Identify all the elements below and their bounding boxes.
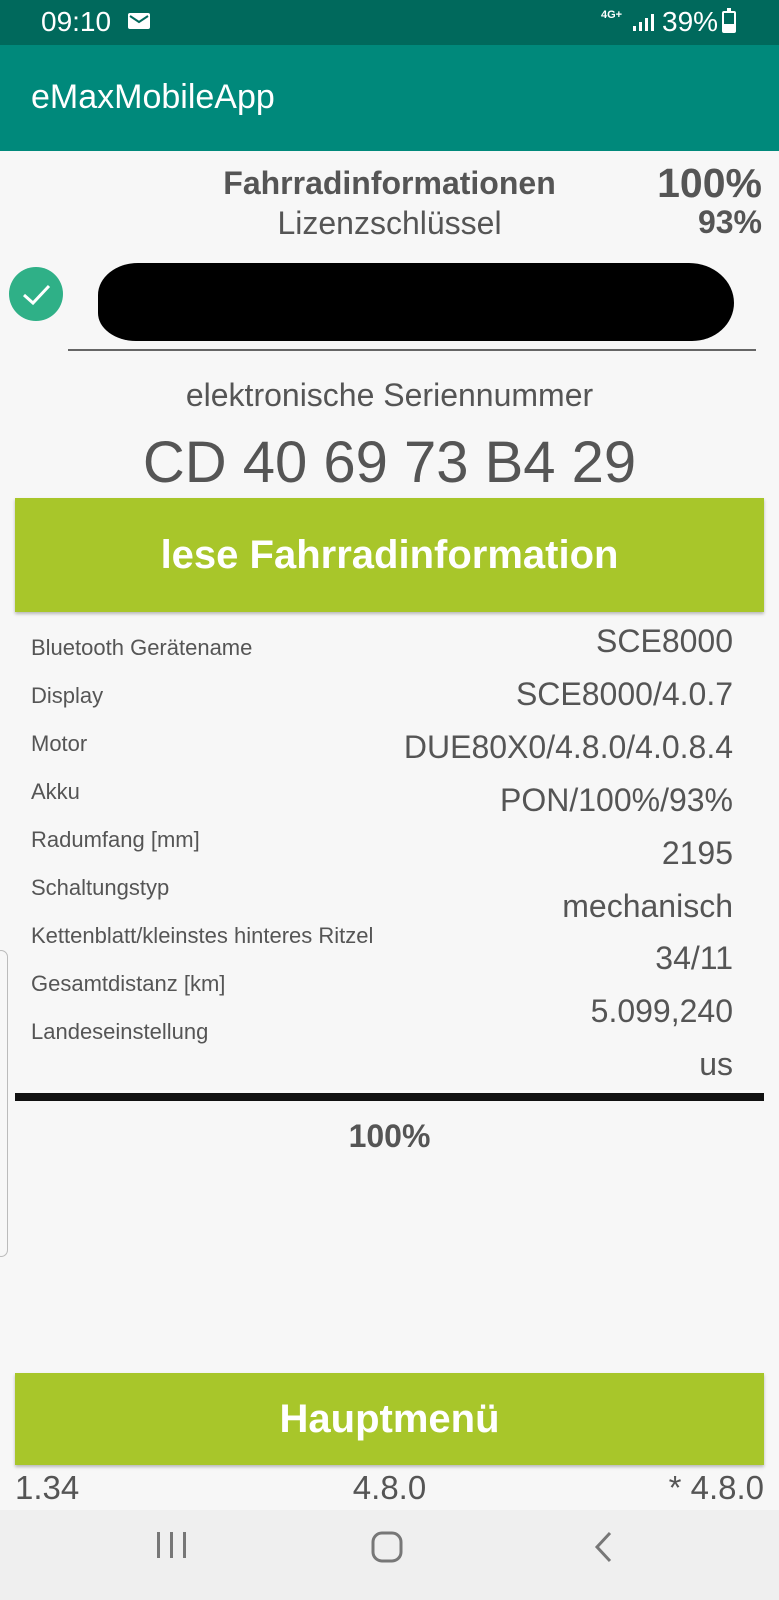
info-value-shift-type: mechanisch: [562, 888, 733, 924]
network-type: 4G+: [601, 9, 623, 21]
info-label-display: Display: [31, 683, 104, 708]
info-value-country: us: [699, 1046, 733, 1082]
info-value-wheel-size: 2195: [661, 835, 733, 871]
version-left: 1.34: [15, 1469, 80, 1506]
info-label-chainring: Kettenblatt/kleinstes hinteres Ritzel: [31, 923, 374, 948]
main-menu-button[interactable]: Hauptmenü: [15, 1373, 764, 1465]
info-value-bluetooth: SCE8000: [596, 623, 733, 659]
info-value-chainring: 34/11: [655, 940, 733, 976]
edge-panel-handle[interactable]: [0, 950, 8, 1257]
status-time: 09:10: [41, 6, 112, 37]
license-key-underline: [68, 349, 756, 351]
info-label-total-distance: Gesamtdistanz [km]: [31, 971, 226, 996]
read-bike-info-button[interactable]: lese Fahrradinformation: [15, 498, 764, 612]
info-label-bluetooth: Bluetooth Gerätename: [31, 635, 253, 660]
info-label-country: Landeseinstellung: [31, 1019, 209, 1044]
info-label-motor: Motor: [31, 731, 88, 756]
info-value-akku: PON/100%/93%: [499, 782, 733, 818]
version-middle: 4.8.0: [352, 1469, 427, 1506]
info-label-wheel-size: Radumfang [mm]: [31, 827, 200, 852]
info-value-display: SCE8000/4.0.7: [515, 676, 733, 712]
home-icon[interactable]: [370, 1530, 404, 1569]
info-label-shift-type: Schaltungstyp: [31, 875, 170, 900]
signal-icon: [632, 12, 656, 37]
status-bar: [0, 0, 779, 45]
recent-apps-icon[interactable]: [155, 1530, 189, 1565]
serial-value: CD 40 69 73 B4 29: [142, 430, 637, 495]
serial-label: elektronische Seriennummer: [185, 377, 594, 413]
app-bar: [0, 45, 779, 151]
app-title: eMaxMobileApp: [31, 78, 275, 116]
info-label-akku: Akku: [31, 779, 80, 804]
battery-icon: [722, 11, 736, 33]
section-subtitle: Lizenzschlüssel: [277, 205, 502, 241]
license-key-redacted: [98, 263, 734, 341]
percent-primary: 100%: [657, 160, 762, 206]
percent-secondary: 93%: [697, 204, 762, 240]
back-icon[interactable]: [592, 1530, 616, 1569]
navigation-bar: [0, 1510, 779, 1600]
check-circle-icon: [9, 267, 63, 321]
info-value-total-distance: 5.099,240: [590, 993, 733, 1029]
mail-icon: [128, 13, 150, 29]
progress-bar: [15, 1093, 764, 1101]
battery-percent: 39%: [662, 6, 719, 37]
section-title: Fahrradinformationen: [223, 165, 556, 201]
info-value-motor: DUE80X0/4.8.0/4.0.8.4: [403, 729, 733, 765]
progress-percent: 100%: [348, 1118, 431, 1154]
version-right: * 4.8.0: [668, 1469, 764, 1506]
